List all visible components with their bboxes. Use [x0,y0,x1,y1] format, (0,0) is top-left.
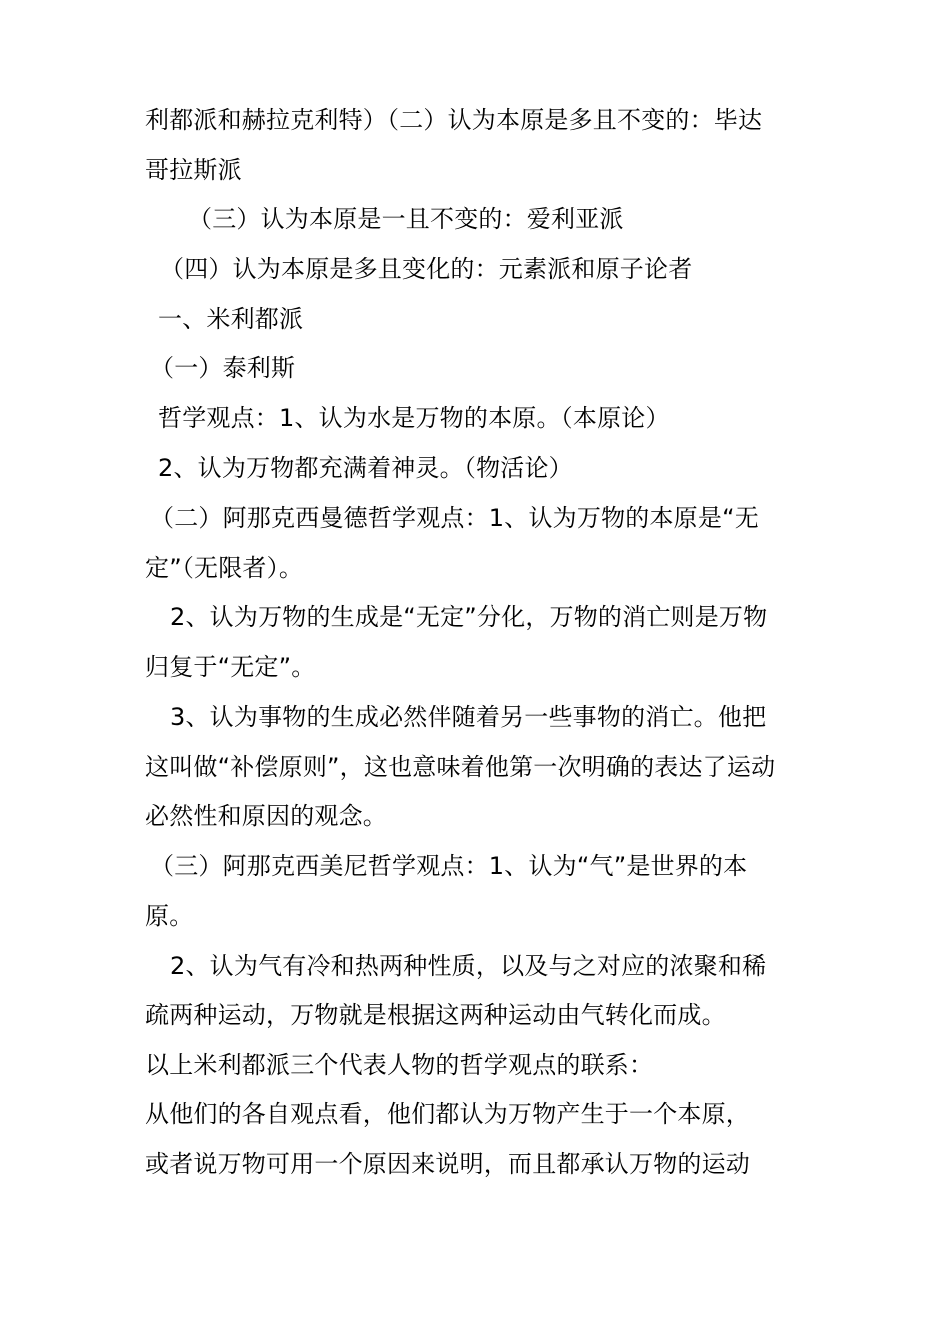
text-line-13: 3、认为事物的生成必然伴随着另一些事物的消亡。他把 [170,703,767,731]
section-heading-miletus: 一、米利都派 [158,305,304,333]
text-line-14: 这叫做“补偿原则”，这也意味着他第一次明确的表达了运动 [145,753,776,781]
subheading-anaximander: （二）阿那克西曼德哲学观点：1、认为万物的本原是“无 [150,504,759,532]
subheading-anaximenes: （三）阿那克西美尼哲学观点：1、认为“气”是世界的本 [150,852,748,880]
text-line-15: 必然性和原因的观念。 [145,802,387,830]
text-line-4: （四）认为本原是多且变化的：元素派和原子论者 [160,255,693,283]
text-line-19: 疏两种运动，万物就是根据这两种运动由气转化而成。 [145,1001,726,1029]
text-line-12: 归复于“无定”。 [145,653,316,681]
text-line-18: 2、认为气有冷和热两种性质，以及与之对应的浓聚和稀 [170,952,767,980]
text-line-1: 利都派和赫拉克利特）（二）认为本原是多且不变的：毕达 [145,106,763,134]
text-line-21: 从他们的各自观点看，他们都认为万物产生于一个本原， [145,1100,750,1128]
text-line-2: 哥拉斯派 [145,156,242,184]
text-line-22: 或者说万物可用一个原因来说明，而且都承认万物的运动 [145,1150,750,1178]
text-line-10: 定”（无限者）。 [145,554,304,582]
text-line-7: 哲学观点：1、认为水是万物的本原。（本原论） [158,404,670,432]
text-line-11: 2、认为万物的生成是“无定”分化，万物的消亡则是万物 [170,603,768,631]
text-line-3: （三）认为本原是一且不变的：爱利亚派 [188,205,624,233]
text-line-17: 原。 [145,902,194,930]
subheading-thales: （一）泰利斯 [150,354,296,382]
text-line-20: 以上米利都派三个代表人物的哲学观点的联系： [145,1051,654,1079]
text-line-8: 2、认为万物都充满着神灵。（物活论） [158,454,573,482]
